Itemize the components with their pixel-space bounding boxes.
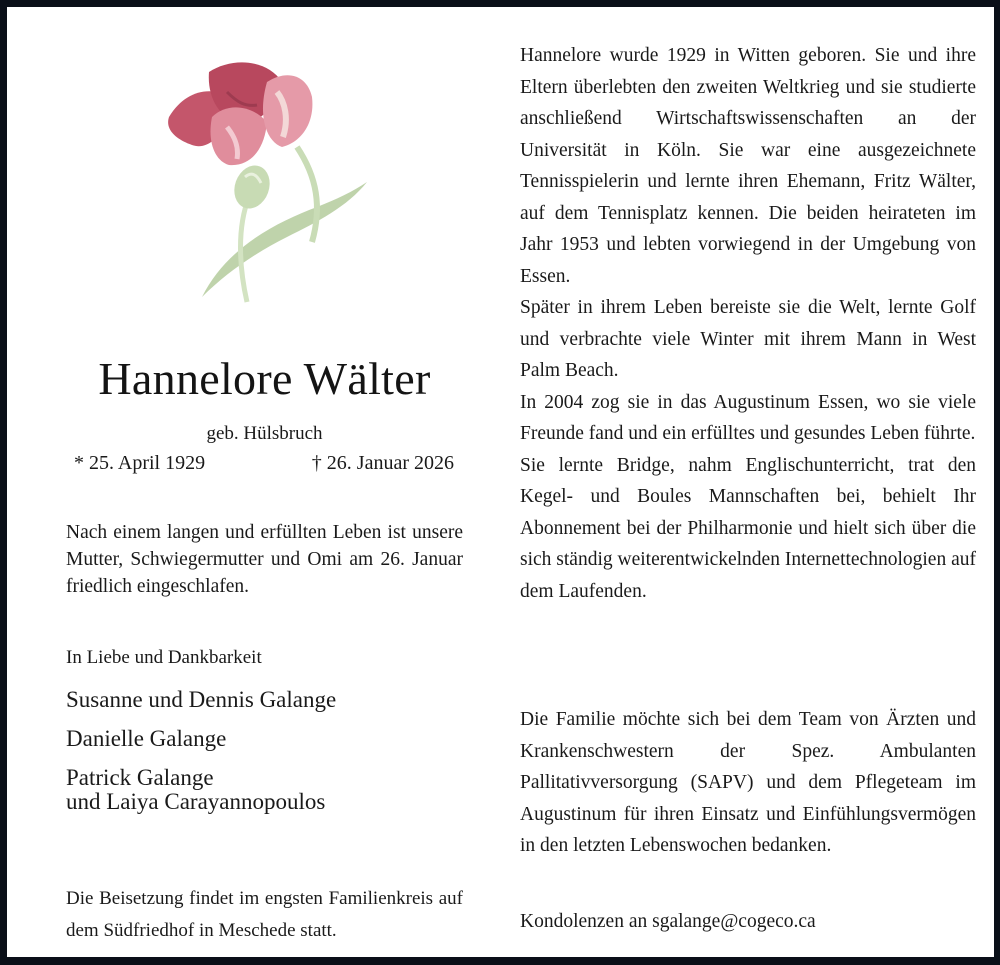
signoff: In Liebe und Dankbarkeit (66, 647, 262, 668)
biography-paragraph: Später in ihrem Leben bereiste sie die Welt, lernte Golf und verbrachte viele Winter mit ihrem Mann in West Palm Beach. (520, 297, 976, 381)
biography (520, 40, 976, 607)
condolences-contact[interactable]: Kondolenzen an sgalange@cogeco.ca (520, 911, 816, 932)
obituary-notice (7, 7, 994, 957)
biography-paragraph: In 2004 zog sie in das Augustinum Essen, wo sie viele Freunde fand und ein erfülltes und gesundes Leben führte. (520, 391, 976, 444)
signer-line: Susanne und Dennis Galange (66, 687, 337, 712)
thanks-text: Die Familie möchte sich bei dem Team von Ärzten und Krankenschwestern der Spez. Ambulanten Pallitativversorgung (SAPV) und dem Pflegeteam im Augustinum für ihren Einsatz und Einfühlungsvermögen in den letzten Lebenswochen bedanken. (520, 709, 976, 856)
death-date: † 26. Januar 2026 (311, 452, 454, 474)
signer (66, 687, 336, 713)
signer-line: Danielle Galange (66, 726, 227, 751)
deceased-name: Hannelore Wälter (98, 353, 431, 404)
maiden-name: geb. Hülsbruch (206, 423, 323, 444)
poppy-flower-icon (157, 47, 377, 307)
birth-date: * 25. April 1929 (74, 452, 206, 474)
biography-paragraph: Hannelore wurde 1929 in Witten geboren. Sie und ihre Eltern überlebten den zweiten Weltkrieg und sie studierte anschließend Wirtschaftswissenschaften an der Universität in Köln. Sie war eine ausgezeichnete Tennisspielerin und lernte ihren Ehemann, Fritz Wälter, auf dem Tennisplatz kennen. Die beiden heirateten im Jahr 1953 und lebten vorwiegend in der Umgebung von Essen. (520, 45, 976, 287)
signer-line-2: und Laiya Carayannopoulos (66, 789, 326, 814)
signers-list (66, 687, 336, 826)
left-column (7, 7, 502, 957)
biography-paragraph: Sie lernte Bridge, nahm Englischunterricht, trat den Kegel- und Boules Mannschaften bei, behielt Ihr Abonnement bei der Philharmonie und hielt sich über die sich ständig weiterentwickelnden Internettechnologien auf dem Laufenden. (520, 454, 976, 602)
life-dates (74, 452, 454, 475)
right-column (520, 7, 976, 957)
signer-line: Patrick Galange (66, 765, 214, 790)
intro-text: Nach einem langen und erfüllten Leben ist unsere Mutter, Schwiegermutter und Omi am 26. Januar friedlich eingeschlafen. (66, 522, 463, 597)
signer (66, 765, 336, 813)
signer (66, 726, 336, 752)
burial-text: Die Beisetzung findet im engsten Familienkreis auf dem Südfriedhof in Meschede statt. (66, 888, 463, 941)
